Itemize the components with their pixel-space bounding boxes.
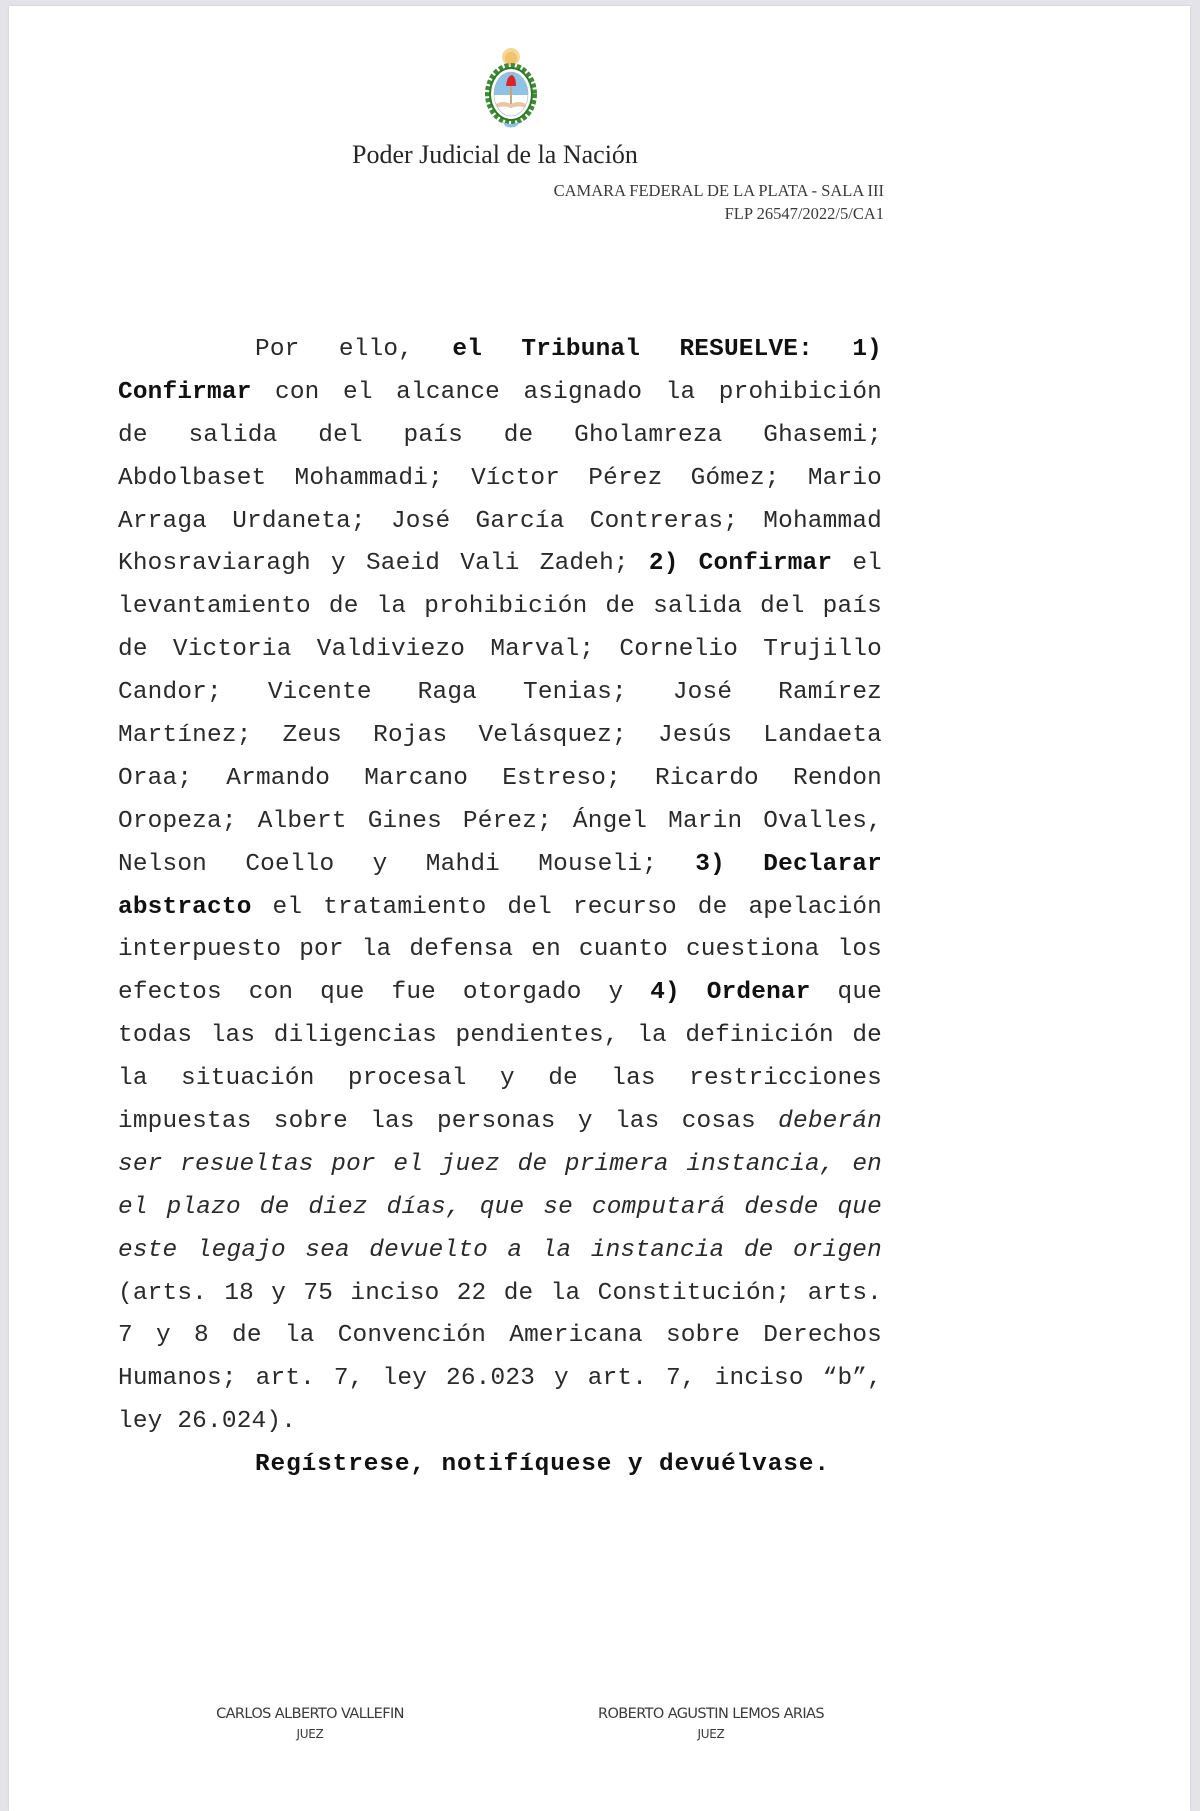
body-line: [118, 1315, 882, 1358]
body-line: [118, 501, 882, 544]
bold-text: el Tribunal RESUELVE: 1): [452, 336, 882, 363]
text-segment: impuestas sobre las personas y las cosas: [118, 1108, 779, 1136]
body-line: [118, 801, 882, 844]
italic-text: ser resueltas por el juez de primera instancia, en: [118, 1150, 882, 1178]
resolution-body: [118, 329, 882, 1444]
closing-statement: Regístrese, notifíquese y devuélvase.: [255, 1451, 830, 1478]
text-segment: Arraga Urdaneta; José García Contreras; Mohammad: [118, 507, 882, 535]
bold-text: abstracto: [118, 893, 252, 921]
signer-name: ROBERTO AGUSTIN LEMOS ARIAS: [598, 1706, 824, 1722]
text-segment: levantamiento de la prohibición de salida del país: [118, 593, 882, 621]
text-segment: Khosraviaragh y Saeid Vali Zadeh;: [118, 550, 649, 578]
body-line: [118, 715, 882, 758]
italic-text: deberán: [778, 1108, 882, 1136]
organization-title: Poder Judicial de la Nación: [352, 140, 638, 169]
body-line: [118, 1401, 882, 1444]
body-line: [118, 1015, 882, 1058]
body-line: [118, 586, 882, 629]
body-line: [118, 329, 882, 372]
body-line: [118, 929, 882, 972]
bold-text: 3) Declarar: [695, 850, 882, 878]
body-line: [118, 758, 882, 801]
body-line: [118, 1273, 882, 1316]
text-segment: 7 y 8 de la Convención Americana sobre Derechos: [118, 1322, 882, 1350]
bold-text: Confirmar: [118, 378, 252, 406]
bold-text: 2) Confirmar: [648, 550, 833, 578]
italic-text: este legajo sea devuelto a la instancia de origen: [118, 1236, 882, 1264]
signature-block-left: [160, 1706, 460, 1741]
body-line: [118, 629, 882, 672]
body-line: [118, 1230, 882, 1273]
body-line: [118, 458, 882, 501]
text-segment: interpuesto por la defensa en cuanto cuestiona los: [118, 936, 882, 964]
bold-text: 4) Ordenar: [650, 979, 811, 1007]
signer-role: JUEZ: [697, 1727, 725, 1741]
text-segment: Humanos; art. 7, ley 26.023 y art. 7, inciso “b”,: [118, 1365, 882, 1393]
signer-name: CARLOS ALBERTO VALLEFIN: [216, 1706, 404, 1722]
file-number: FLP 26547/2022/5/CA1: [724, 204, 884, 223]
body-line: [118, 1101, 882, 1144]
body-line: [118, 1358, 882, 1401]
text-segment: Por ello,: [255, 336, 453, 363]
text-segment: ley 26.024).: [118, 1408, 297, 1436]
body-line: [118, 672, 882, 715]
text-segment: Oraa; Armando Marcano Estreso; Ricardo Rendon: [118, 764, 882, 792]
text-segment: Candor; Vicente Raga Tenias; José Ramírez: [118, 679, 882, 707]
body-line: [118, 972, 882, 1015]
body-line: [118, 887, 882, 930]
body-line: [118, 543, 882, 586]
text-segment: Martínez; Zeus Rojas Velásquez; Jesús Landaeta: [118, 722, 882, 750]
body-line: [118, 1058, 882, 1101]
text-segment: de Victoria Valdiviezo Marval; Cornelio Trujillo: [118, 636, 882, 664]
body-line: [118, 844, 882, 887]
text-segment: Nelson Coello y Mahdi Mouseli;: [118, 850, 696, 878]
text-segment: de salida del país de Gholamreza Ghasemi;: [118, 421, 882, 449]
text-segment: todas las diligencias pendientes, la definición de: [118, 1022, 882, 1050]
argentina-coat-of-arms-icon: [481, 46, 541, 134]
text-segment: (arts. 18 y 75 inciso 22 de la Constitución; arts.: [118, 1279, 882, 1307]
text-segment: Oropeza; Albert Gines Pérez; Ángel Marin Ovalles,: [118, 807, 882, 835]
text-segment: el: [832, 550, 882, 578]
text-segment: que: [810, 979, 882, 1007]
court-name: CAMARA FEDERAL DE LA PLATA - SALA III: [553, 181, 884, 200]
body-line: [118, 372, 882, 415]
body-line: [118, 415, 882, 458]
text-segment: con el alcance asignado la prohibición: [251, 378, 882, 406]
body-line: [118, 1187, 882, 1230]
text-segment: el tratamiento del recurso de apelación: [251, 893, 882, 921]
signer-role: JUEZ: [296, 1727, 324, 1741]
document-page: [9, 6, 1190, 1811]
text-segment: la situación procesal y de las restricciones: [118, 1065, 882, 1093]
text-segment: Abdolbaset Mohammadi; Víctor Pérez Gómez; Mario: [118, 464, 882, 492]
signature-block-right: [561, 1706, 861, 1741]
italic-text: el plazo de diez días, que se computará desde que: [118, 1193, 882, 1221]
body-line: [118, 1144, 882, 1187]
text-segment: efectos con que fue otorgado y: [118, 979, 651, 1007]
